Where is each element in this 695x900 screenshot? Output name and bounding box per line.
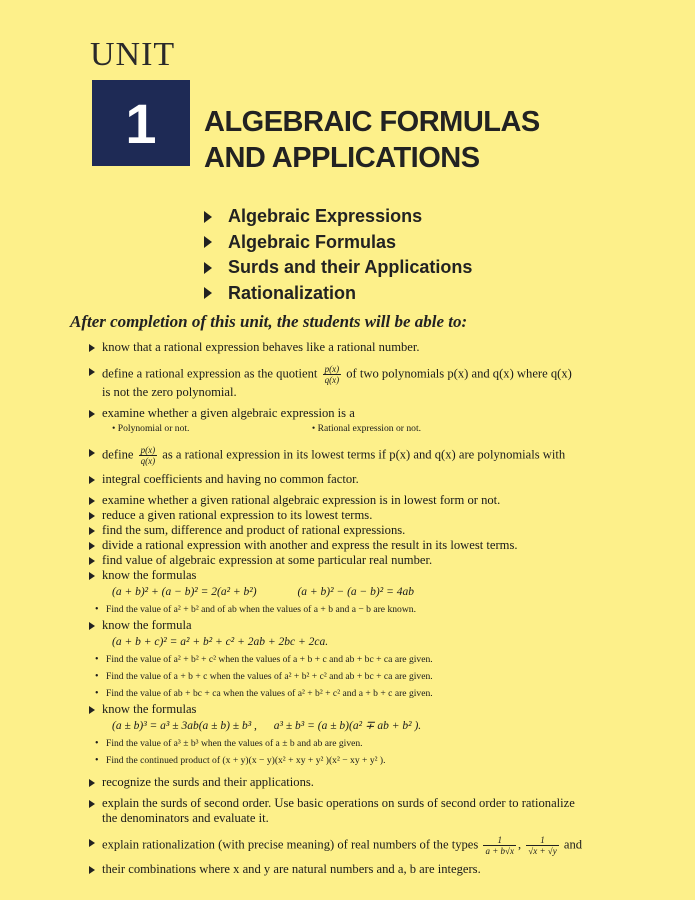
- formula: (a ± b)³ = a³ ± 3ab(a ± b) ± b³ , a³ ± b³ = (a ± b)(a² ∓ ab + b² ).: [112, 720, 422, 732]
- unit-title-line2: AND APPLICATIONS: [204, 142, 480, 174]
- sub-bullet: • Find the value of ab + bc + ca when the values of a² + b² + c² and a + b + c are given.: [88, 685, 648, 702]
- objective: know the formulas: [88, 568, 648, 583]
- objectives-list: [88, 340, 648, 877]
- objective: define $\frac{p(x)}{q(x)}$ as a rational expression in its lowest terms if p(x) and q(x) are polynomials with: [88, 445, 648, 466]
- triangle-right-icon: [204, 287, 212, 299]
- unit-number: 1: [125, 91, 157, 155]
- triangle-right-icon: [204, 236, 212, 248]
- sub-bullet: • Find the value of a + b + c when the values of a² + b² + c² and ab + bc + ca are given.: [88, 668, 648, 685]
- topic-item: Surds and their Applications: [204, 255, 472, 281]
- fraction: $\frac{p(x)}{q(x)}$: [140, 445, 156, 466]
- sub-bullet: • Polynomial or not.: [112, 423, 190, 434]
- unit-title: [204, 104, 540, 176]
- sub-bullet: • Find the continued product of (x + y)(x − y)(x² + xy + y² )(x² − xy + y² ).: [88, 752, 648, 769]
- objective: examine whether a given rational algebraic expression is in lowest form or not.: [88, 493, 648, 508]
- unit-number-box: [92, 80, 190, 166]
- fraction: $\frac{1}{√x + √y}$: [528, 835, 557, 856]
- triangle-right-icon: [204, 262, 212, 274]
- sub-bullet: • Find the value of a² + b² + c² when the values of a + b + c and ab + bc + ca are given.: [88, 651, 648, 668]
- objective-continuation: their combinations where x and y are natural numbers and a, b are integers.: [88, 862, 648, 877]
- objective: know that a rational expression behaves like a rational number.: [88, 340, 648, 355]
- objective: find value of algebraic expression at some particular real number.: [88, 553, 648, 568]
- sub-bullet: • Find the value of a³ ± b³ when the values of a ± b and ab are given.: [88, 735, 648, 752]
- topic-list: [204, 204, 472, 306]
- unit-label: UNIT: [90, 36, 176, 73]
- formula: (a + b)² + (a − b)² = 2(a² + b²) (a + b)² − (a − b)² = 4ab: [112, 586, 414, 598]
- objective: explain rationalization (with precise meaning) of real numbers of the types $\frac{1}{a + b√x}$ , $\frac{1}{√x + √y}$ and: [88, 835, 648, 856]
- objective-continuation: integral coefficients and having no common factor.: [88, 472, 648, 487]
- objective: examine whether a given algebraic expression is a: [88, 406, 648, 421]
- objective: explain the surds of second order. Use basic operations on surds of second order to rationalize the denominators and evaluate it.: [88, 796, 648, 826]
- objective: recognize the surds and their applications.: [88, 775, 648, 790]
- objective: know the formulas: [88, 702, 648, 717]
- unit-title-line1: ALGEBRAIC FORMULAS: [204, 106, 540, 138]
- fraction: $\frac{1}{a + b√x}$: [485, 835, 514, 856]
- objective: divide a rational expression with another and express the result in its lowest terms.: [88, 538, 648, 553]
- topic-item: Rationalization: [204, 281, 472, 307]
- objective: know the formula: [88, 618, 648, 633]
- topic-item: Algebraic Formulas: [204, 230, 472, 256]
- objective: define a rational expression as the quotient $\frac{p(x)}{q(x)}$ of two polynomials p(x) and q(x) where q(x) is not the zero polynomial.: [88, 364, 648, 400]
- formula: (a + b + c)² = a² + b² + c² + 2ab + 2bc + 2ca.: [112, 636, 329, 648]
- topic-item: Algebraic Expressions: [204, 204, 472, 230]
- sub-bullet: • Rational expression or not.: [311, 423, 422, 434]
- objective: reduce a given rational expression to its lowest terms.: [88, 508, 648, 523]
- objective: find the sum, difference and product of rational expressions.: [88, 523, 648, 538]
- sub-bullet: • Find the value of a² + b² and of ab when the values of a + b and a − b are known.: [88, 601, 648, 618]
- learning-outcomes-heading: After completion of this unit, the students will be able to:: [70, 312, 468, 331]
- triangle-right-icon: [204, 211, 212, 223]
- sub-bullets: [88, 421, 648, 436]
- fraction: $\frac{p(x)}{q(x)}$: [324, 364, 340, 385]
